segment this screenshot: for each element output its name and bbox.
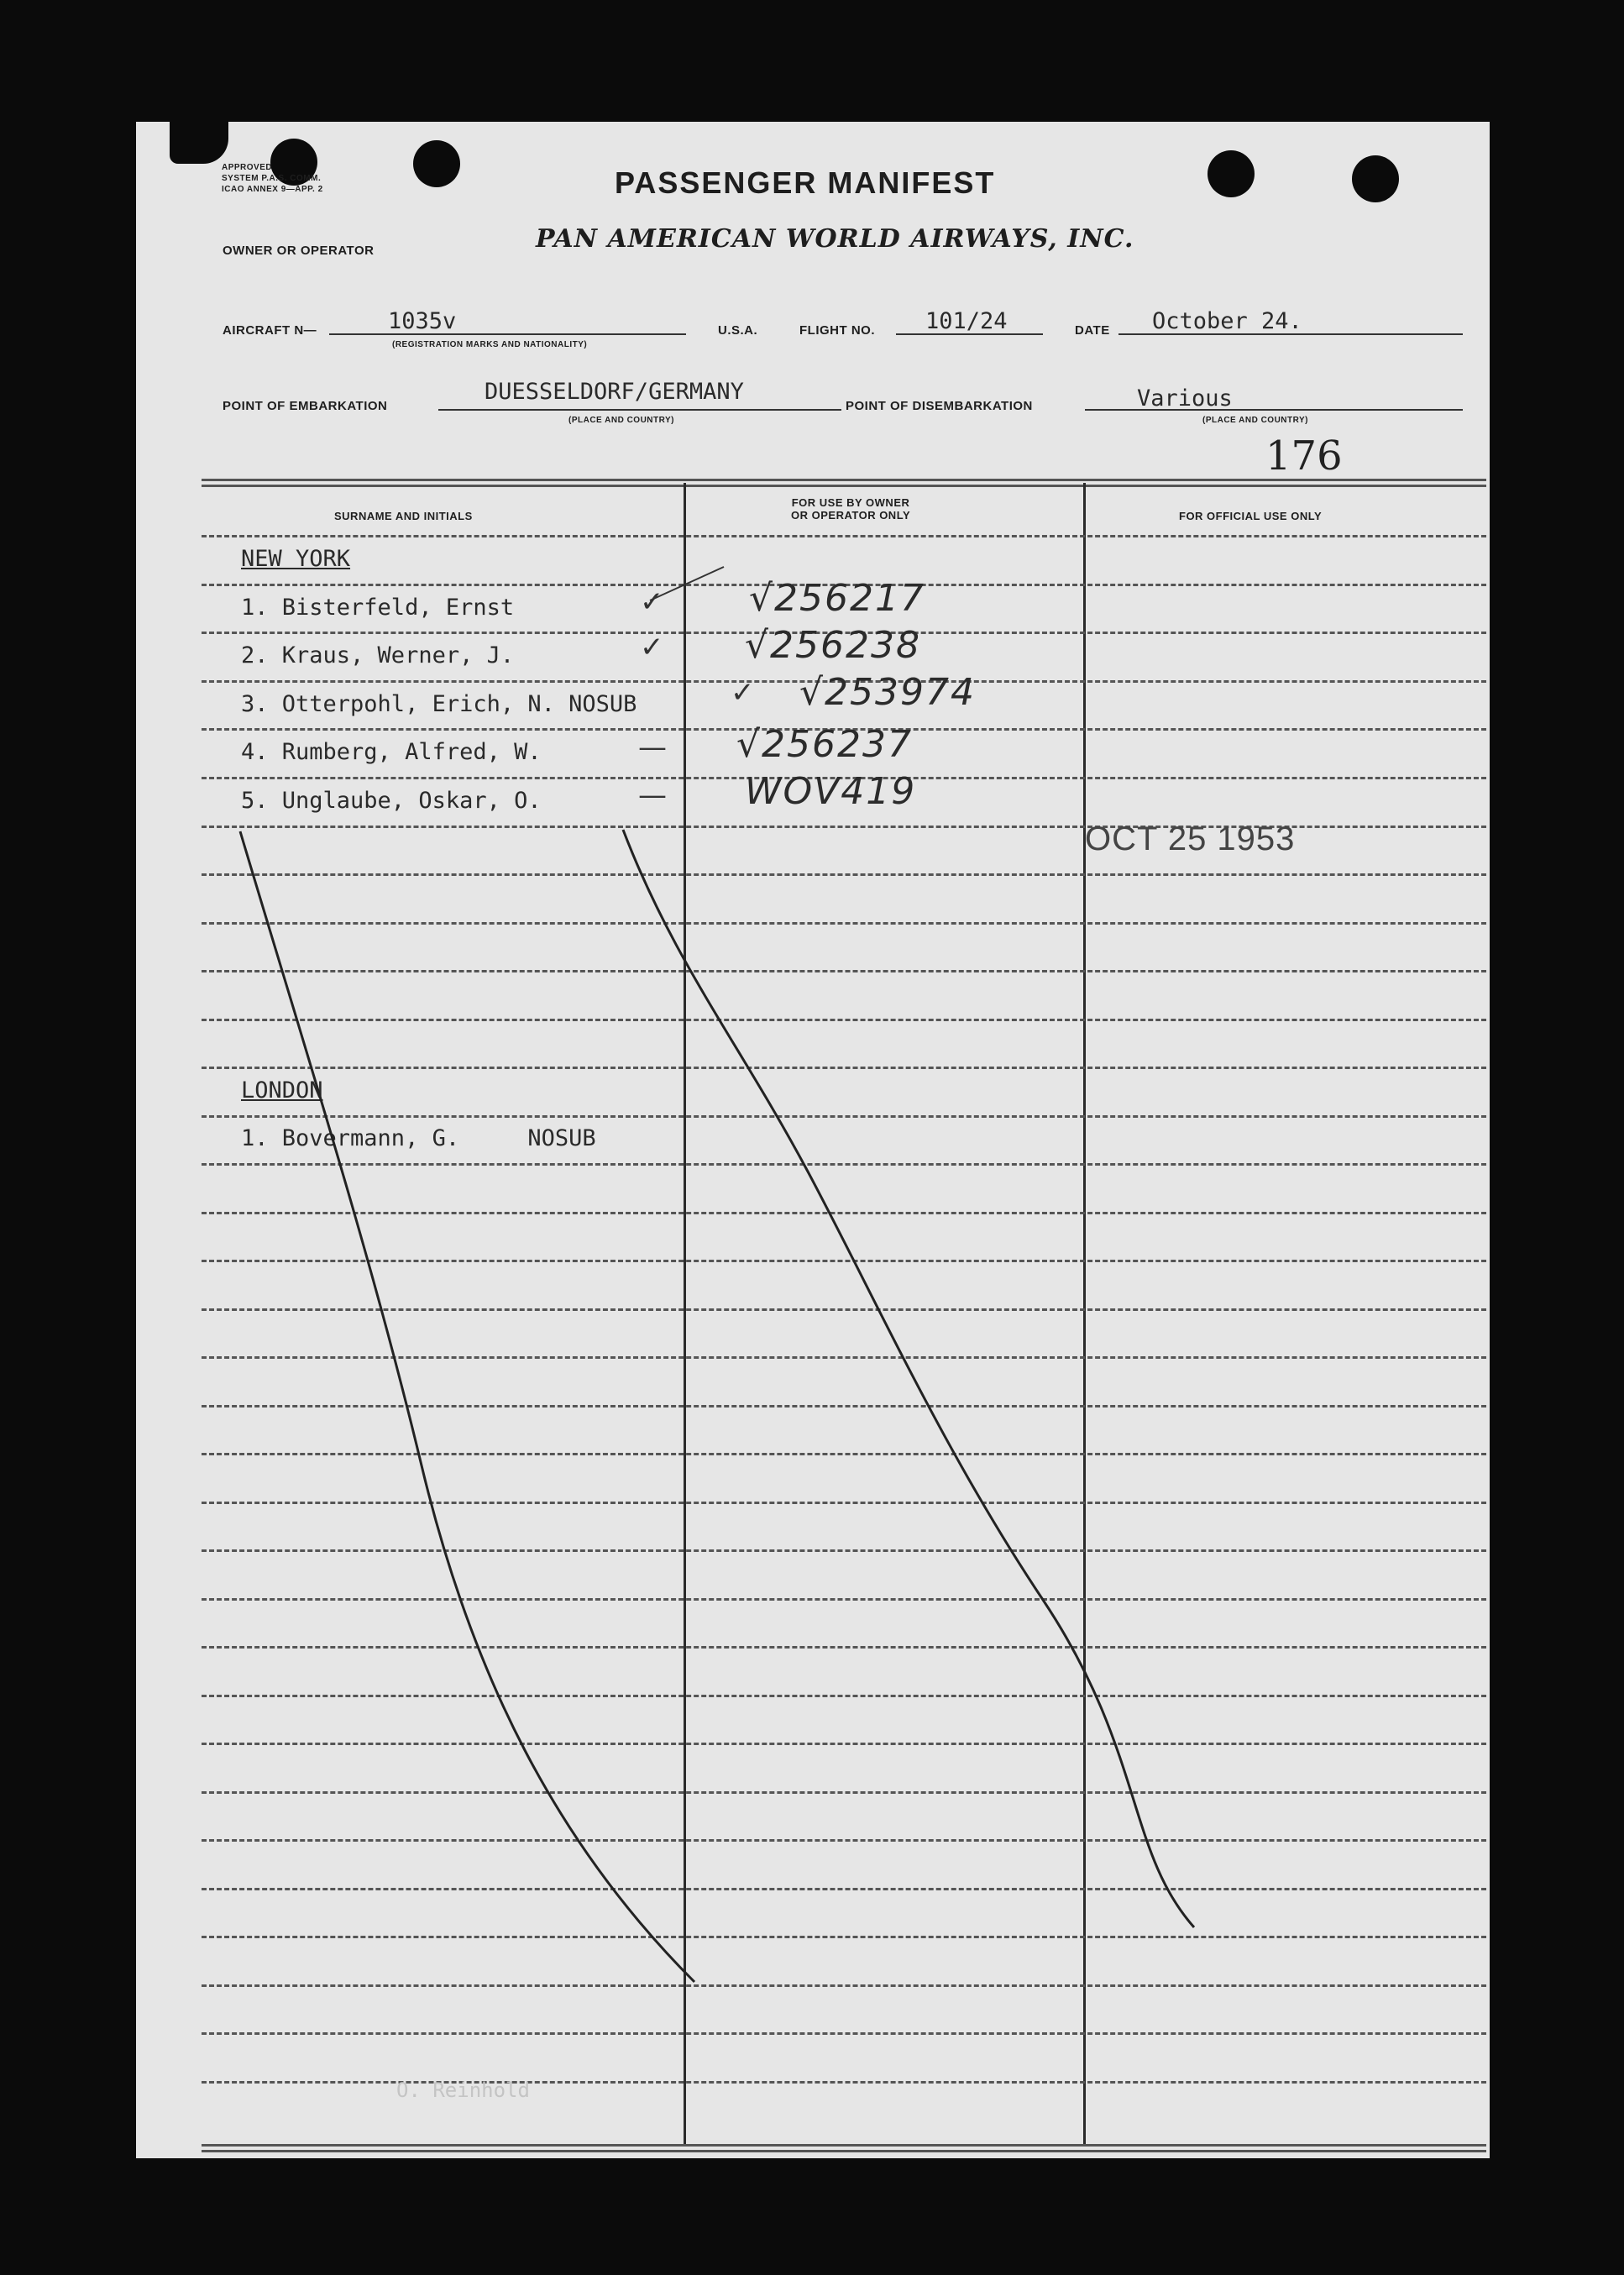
strike-line-right	[623, 830, 1194, 1927]
strike-line-left	[240, 831, 694, 1982]
passenger-code: √256238	[745, 624, 922, 667]
strike-lines	[136, 122, 1490, 2158]
flight-label: FLIGHT NO.	[799, 323, 875, 338]
check-mark: ✓	[731, 676, 755, 710]
check-mark: ✓	[640, 631, 664, 664]
dash-mark: —	[638, 778, 667, 812]
manifest-title: PASSENGER MANIFEST	[615, 165, 996, 200]
date-stamp: OCT 25 1953	[1085, 820, 1296, 857]
aircraft-value: 1035v	[388, 308, 457, 334]
official-column-header: FOR OFFICIAL USE ONLY	[1179, 510, 1323, 522]
passenger-entry: 1. Bisterfeld, Ernst	[241, 595, 515, 621]
approval-note: APPROVED SYSTEM P.A.S. COMM. ICAO ANNEX 9—APP. 2	[222, 163, 323, 194]
embark-label: POINT OF EMBARKATION	[223, 399, 388, 413]
disembark-value: Various	[1137, 385, 1233, 411]
passenger-entry: 2. Kraus, Werner, J.	[241, 642, 515, 668]
check-stroke	[650, 567, 724, 600]
embark-value: DUESSELDORF/GERMANY	[485, 379, 744, 405]
date-value: October 24.	[1152, 308, 1302, 334]
dash-mark: —	[638, 731, 667, 764]
passenger-code: √256217	[749, 577, 926, 620]
manifest-sheet	[136, 122, 1490, 2158]
disembark-label: POINT OF DISEMBARKATION	[846, 399, 1033, 413]
faded-signature-text: O. Reinhold	[396, 2078, 530, 2102]
group-heading-london: LONDON	[241, 1077, 323, 1103]
date-label: DATE	[1075, 323, 1110, 338]
passenger-code: √256237	[736, 723, 914, 766]
owner-label: OWNER OR OPERATOR	[223, 244, 375, 258]
check-mark: ✓	[640, 585, 664, 619]
passenger-code: WOV419	[745, 770, 917, 813]
passenger-entry: 1. Bovermann, G. NOSUB	[241, 1125, 596, 1151]
aircraft-label: AIRCRAFT N—	[223, 323, 317, 338]
owner-column-header: FOR USE BY OWNER OR OPERATOR ONLY	[791, 496, 911, 522]
usa-label: U.S.A.	[718, 323, 758, 338]
passenger-entry: 3. Otterpohl, Erich, N. NOSUB	[241, 691, 637, 717]
flight-value: 101/24	[925, 308, 1008, 334]
page-number: 176	[1265, 432, 1343, 480]
passenger-entry: 4. Rumberg, Alfred, W.	[241, 739, 542, 765]
embark-caption: (PLACE AND COUNTRY)	[568, 416, 674, 425]
aircraft-caption: (REGISTRATION MARKS AND NATIONALITY)	[392, 340, 588, 349]
group-heading-new-york: NEW YORK	[241, 546, 351, 572]
disembark-caption: (PLACE AND COUNTRY)	[1202, 416, 1308, 425]
passenger-code: √253974	[799, 671, 977, 714]
passenger-entry: 5. Unglaube, Oskar, O.	[241, 788, 542, 814]
company-name: PAN AMERICAN WORLD AIRWAYS, INC.	[536, 224, 1134, 254]
surname-column-header: SURNAME AND INITIALS	[334, 510, 473, 522]
